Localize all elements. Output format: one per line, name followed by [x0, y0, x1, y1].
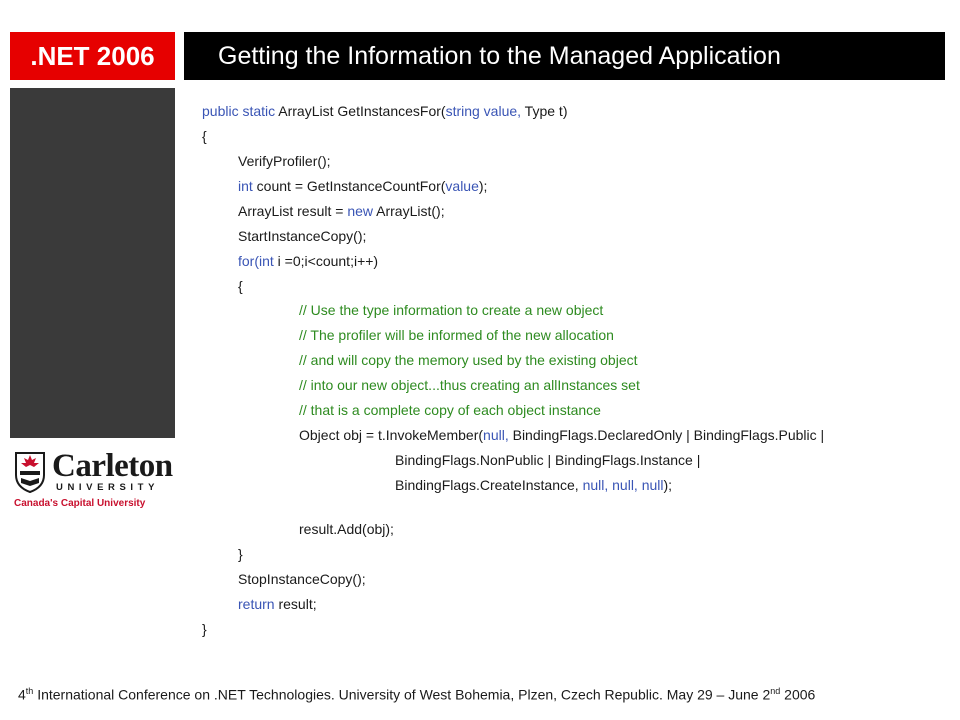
code-comment: // Use the type information to create a new object — [299, 302, 604, 318]
code-line: Object obj = t.InvokeMember(null, BindingFlags.DeclaredOnly | BindingFlags.Public | — [299, 427, 825, 443]
code-line: } — [202, 621, 207, 637]
code-line: StopInstanceCopy(); — [238, 571, 366, 587]
logo-wordmark: Carleton — [52, 448, 173, 484]
slide-title-text: Getting the Information to the Managed Application — [218, 41, 781, 70]
code-line: BindingFlags.CreateInstance, null, null, null); — [395, 477, 673, 493]
code-line: BindingFlags.NonPublic | BindingFlags.Instance | — [395, 452, 701, 468]
logo-tagline: Canada's Capital University — [14, 498, 146, 509]
slide-title — [184, 32, 945, 80]
code-comment: // The profiler will be informed of the new allocation — [299, 327, 614, 343]
code-comment: // that is a complete copy of each object instance — [299, 402, 601, 418]
footer-text: 4th International Conference on .NET Technologies. University of West Bohemia, Plzen, Czech Republic. May 29 – June 2nd 2006 — [18, 686, 816, 703]
code-line: result.Add(obj); — [299, 521, 394, 537]
logo-subtitle: UNIVERSITY — [56, 482, 160, 493]
university-logo — [12, 448, 172, 518]
code-line: StartInstanceCopy(); — [238, 228, 367, 244]
shield-icon — [14, 451, 46, 493]
code-line: { — [202, 128, 207, 144]
code-line: for(int i =0;i<count;i++) — [238, 253, 379, 269]
code-line: ArrayList result = new ArrayList(); — [238, 203, 445, 219]
code-line: return result; — [238, 596, 317, 612]
conference-badge: .NET 2006 — [10, 32, 175, 80]
code-line: VerifyProfiler(); — [238, 153, 331, 169]
sidebar-panel — [10, 88, 175, 438]
code-line: public static ArrayList GetInstancesFor(string value, Type t) — [202, 103, 568, 119]
code-line: } — [238, 546, 243, 562]
code-line: int count = GetInstanceCountFor(value); — [238, 178, 488, 194]
code-comment: // and will copy the memory used by the existing object — [299, 352, 638, 368]
code-line: { — [238, 278, 243, 294]
code-comment: // into our new object...thus creating an allInstances set — [299, 377, 640, 393]
